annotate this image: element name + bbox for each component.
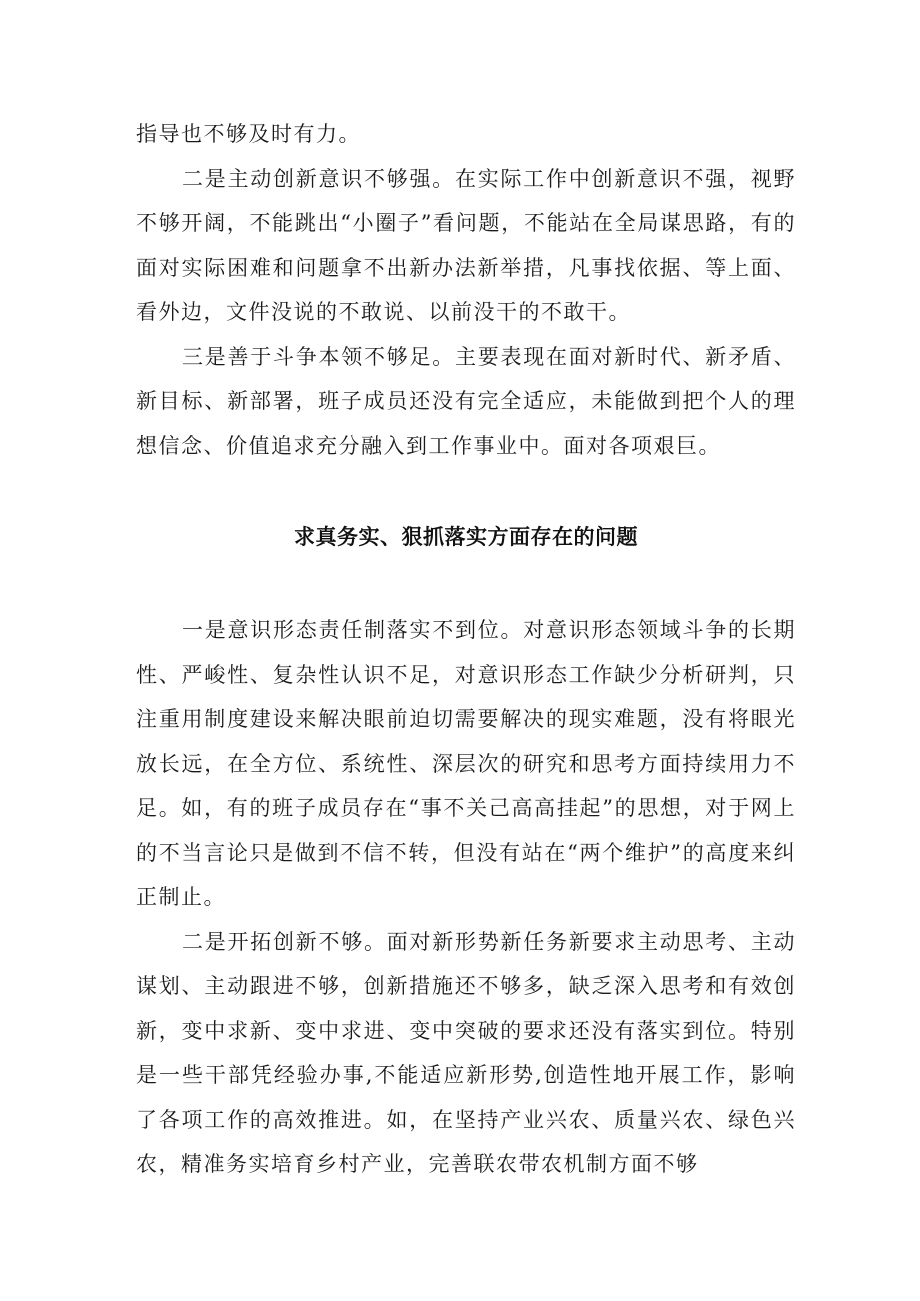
continuation-paragraph: 指导也不够及时有力。	[136, 122, 361, 146]
section-heading: 求真务实、狠抓落实方面存在的问题	[294, 525, 638, 549]
paragraph-ideology-responsibility: 一是意识形态责任制落实不到位。对意识形态领域斗争的长期性、严峻性、复杂性认识不足，对意识形态工作缺少分析研判，只注重用制度建设来解决眼前迫切需要解决的现实难题，没有将眼光放长远，在全方位、系统性、深层次的研究和思考方面持续用力不足。如，有的班子成员存在“事不关己高高挂起”的思想，对于网上的不当言论只是做到不信不转，但没有站在“两个维护”的高度来纠正制止。	[136, 618, 796, 909]
paragraph-struggle-ability: 三是善于斗争本领不够足。主要表现在面对新时代、新矛盾、新目标、新部署，班子成员还没有完全适应，未能做到把个人的理想信念、价值追求充分融入到工作事业中。面对各项艰巨。	[136, 344, 796, 458]
document-page	[136, 112, 796, 1187]
paragraph-innovation-awareness: 二是主动创新意识不够强。在实际工作中创新意识不强，视野不够开阔，不能跳出“小圈子”看问题，不能站在全局谋思路，有的面对实际困难和问题拿不出新办法新举措，凡事找依据、等上面、看外边，文件没说的不敢说、以前没干的不敢干。	[136, 166, 796, 324]
paragraph-pioneering-innovation: 二是开拓创新不够。面对新形势新任务新要求主动思考、主动谋划、主动跟进不够，创新措施还不够多，缺乏深入思考和有效创新，变中求新、变中求进、变中突破的要求还没有落实到位。特别是一些干部凭经验办事,不能适应新形势,创造性地开展工作，影响了各项工作的高效推进。如，在坚持产业兴农、质量兴农、绿色兴农，精准务实培育乡村产业，完善联农带农机制方面不够	[136, 929, 796, 1176]
